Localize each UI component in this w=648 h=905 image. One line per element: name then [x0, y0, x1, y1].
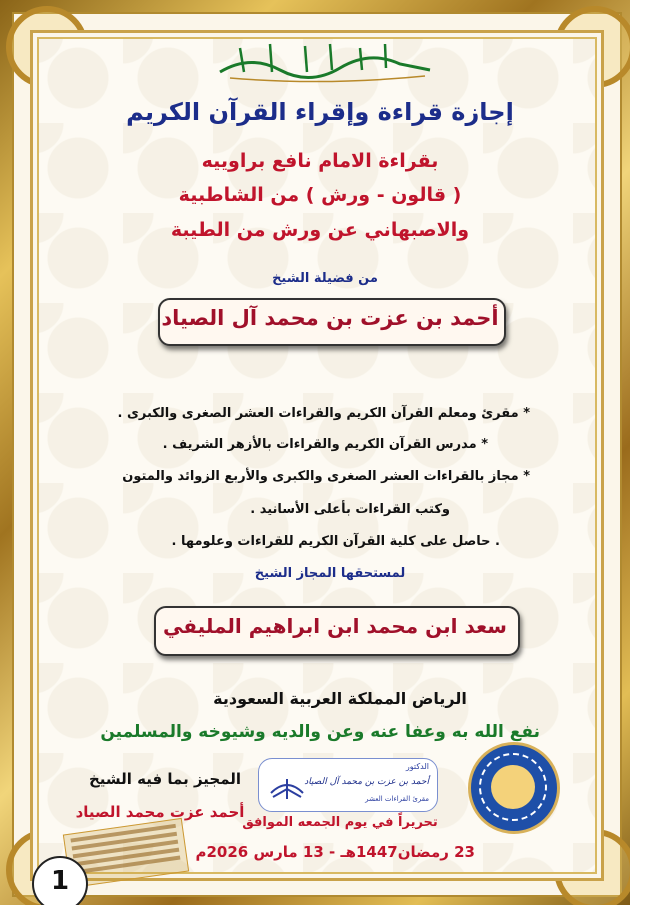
qualification-item: . حاصل على كلية القرآن الكريم للقراءات وعلومها . — [171, 534, 500, 549]
page-number: 1 — [50, 866, 70, 896]
prayer-line: نفع الله به وعفا عنه وعن والديه وشيوخه والمسلمين — [100, 722, 540, 742]
reading-line: ( قالون - ورش ) من الشاطبية — [178, 184, 462, 206]
page-margin — [630, 0, 648, 905]
from-label: من فضيلة الشيخ — [272, 271, 378, 286]
qualification-item: * مدرس القرآن الكريم والقراءات بالأزهر الشريف . — [162, 437, 488, 452]
reading-line: بقراءة الامام نافع براوييه — [201, 150, 439, 172]
qualification-item: * مقرئ ومعلم القرآن الكريم والقراءات العشر الصغرى والكبرى . — [117, 406, 530, 421]
signature-stamp — [258, 758, 438, 812]
student-name: سعد ابن محمد ابن ابراهيم المليفي — [163, 614, 507, 638]
page-number-badge — [32, 856, 88, 905]
institute-seal-logo — [468, 742, 560, 834]
stamp-name: أحمد بن عزت بن محمد آل الصياد — [304, 777, 429, 787]
deserve-label: لمستحقها المجاز الشيخ — [254, 566, 406, 581]
stamp-title: الدكتور — [405, 762, 429, 771]
basmala-calligraphy-graphic — [210, 34, 440, 84]
stamp-subtitle: مقرئ القراءات العشر — [365, 795, 429, 803]
reading-line: والاصبهاني عن ورش من الطيبة — [170, 219, 470, 241]
qualification-item: وكتب القراءات بأعلى الأسانيد . — [250, 502, 450, 517]
place-line: الرياض المملكة العربية السعودية — [213, 689, 467, 708]
grantor-name: أحمد عزت محمد الصياد — [75, 803, 245, 821]
open-book-icon — [267, 767, 307, 803]
written-label: تحريراً في يوم الجمعه الموافق — [242, 815, 438, 830]
issue-date: 23 رمضان1447هـ - 13 مارس 2026م — [195, 843, 475, 861]
certificate-title: إجازة قراءة وإقراء القرآن الكريم — [126, 98, 514, 126]
seal-core — [491, 765, 535, 809]
qualification-item: * مجاز بالقراءات العشر الصغرى والكبرى والأربع الزوائد والمتون — [122, 469, 530, 484]
basmala-calligraphy — [210, 34, 440, 84]
grantor-label: المجيز بما فيه الشيخ — [88, 770, 242, 788]
sheikh-name: أحمد بن عزت بن محمد آل الصياد — [161, 306, 499, 330]
